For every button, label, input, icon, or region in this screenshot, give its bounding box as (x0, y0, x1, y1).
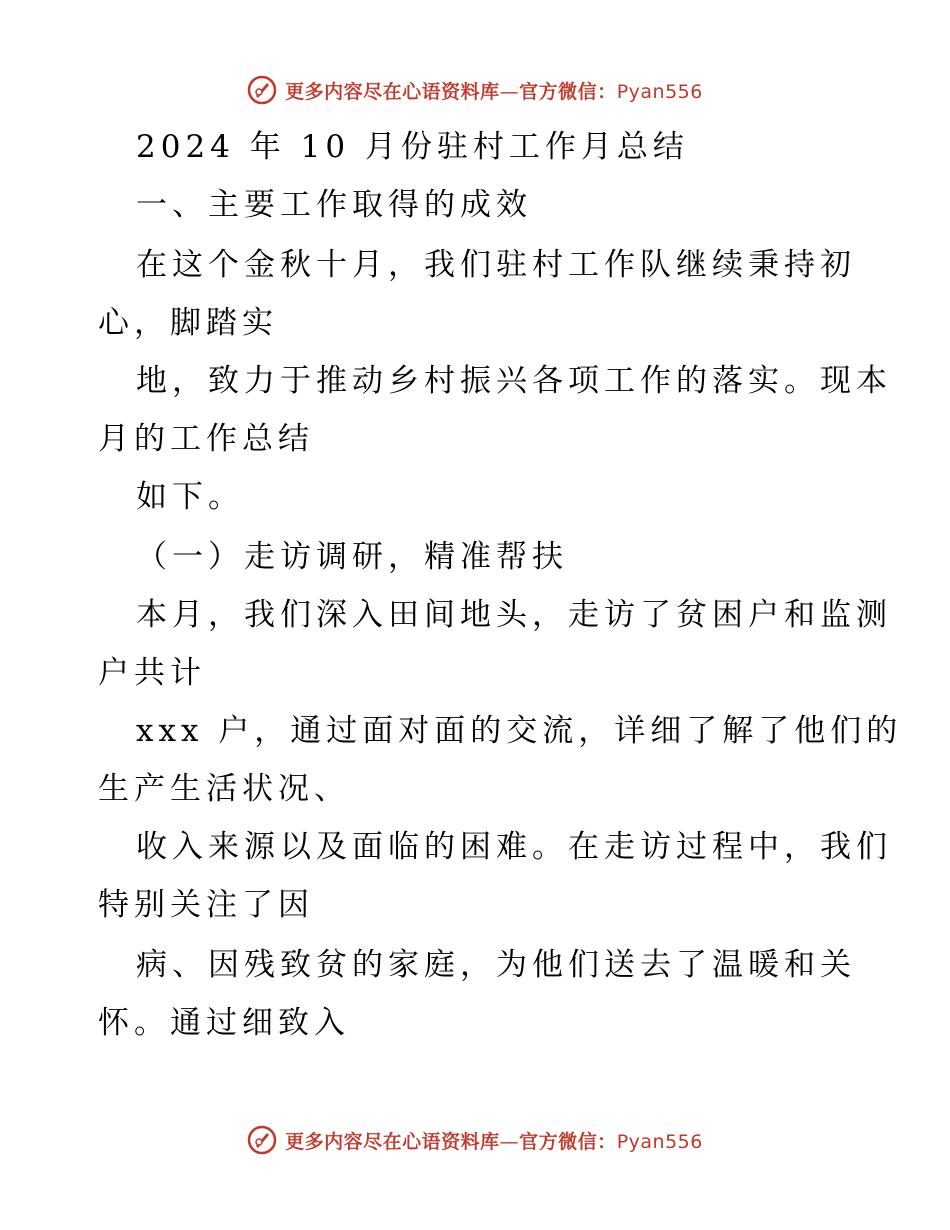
paragraph-line: 如下。 (136, 479, 244, 515)
paragraph-line: 本月，我们深入田间地头，走访了贫困户和监测 (136, 597, 892, 633)
footer-banner-text: 更多内容尽在心语资料库—官方微信：Pyan556 (285, 1130, 703, 1153)
paragraph-line: 地，致力于推动乡村振兴各项工作的落实。现本 (136, 363, 892, 399)
quill-logo-icon (247, 75, 277, 105)
header-banner-text: 更多内容尽在心语资料库—官方微信：Pyan556 (285, 80, 703, 103)
paragraph-line: 心，脚踏实 (98, 305, 278, 341)
footer-banner (0, 1120, 950, 1160)
paragraph-line: 收入来源以及面临的困难。在走访过程中，我们 (136, 829, 892, 865)
paragraph-line: 在这个金秋十月，我们驻村工作队继续秉持初 (136, 247, 856, 283)
paragraph-line: 生产生活状况、 (98, 771, 350, 807)
document-title: 2024 年 10 月份驻村工作月总结 (136, 129, 689, 165)
paragraph-line: 怀。通过细致入 (98, 1005, 350, 1041)
paragraph-line: 月的工作总结 (98, 421, 314, 457)
paragraph-line: 病、因残致贫的家庭，为他们送去了温暖和关 (136, 947, 856, 983)
paragraph-line: xxx 户，通过面对面的交流，详细了解了他们的 (136, 713, 903, 749)
subsection-heading: （一）走访调研，精准帮扶 (136, 539, 568, 575)
paragraph-line: 特别关注了因 (98, 887, 314, 923)
quill-logo-icon (247, 1125, 277, 1155)
header-banner (0, 70, 950, 110)
section-heading: 一、主要工作取得的成效 (136, 187, 532, 223)
paragraph-line: 户共计 (98, 655, 206, 691)
